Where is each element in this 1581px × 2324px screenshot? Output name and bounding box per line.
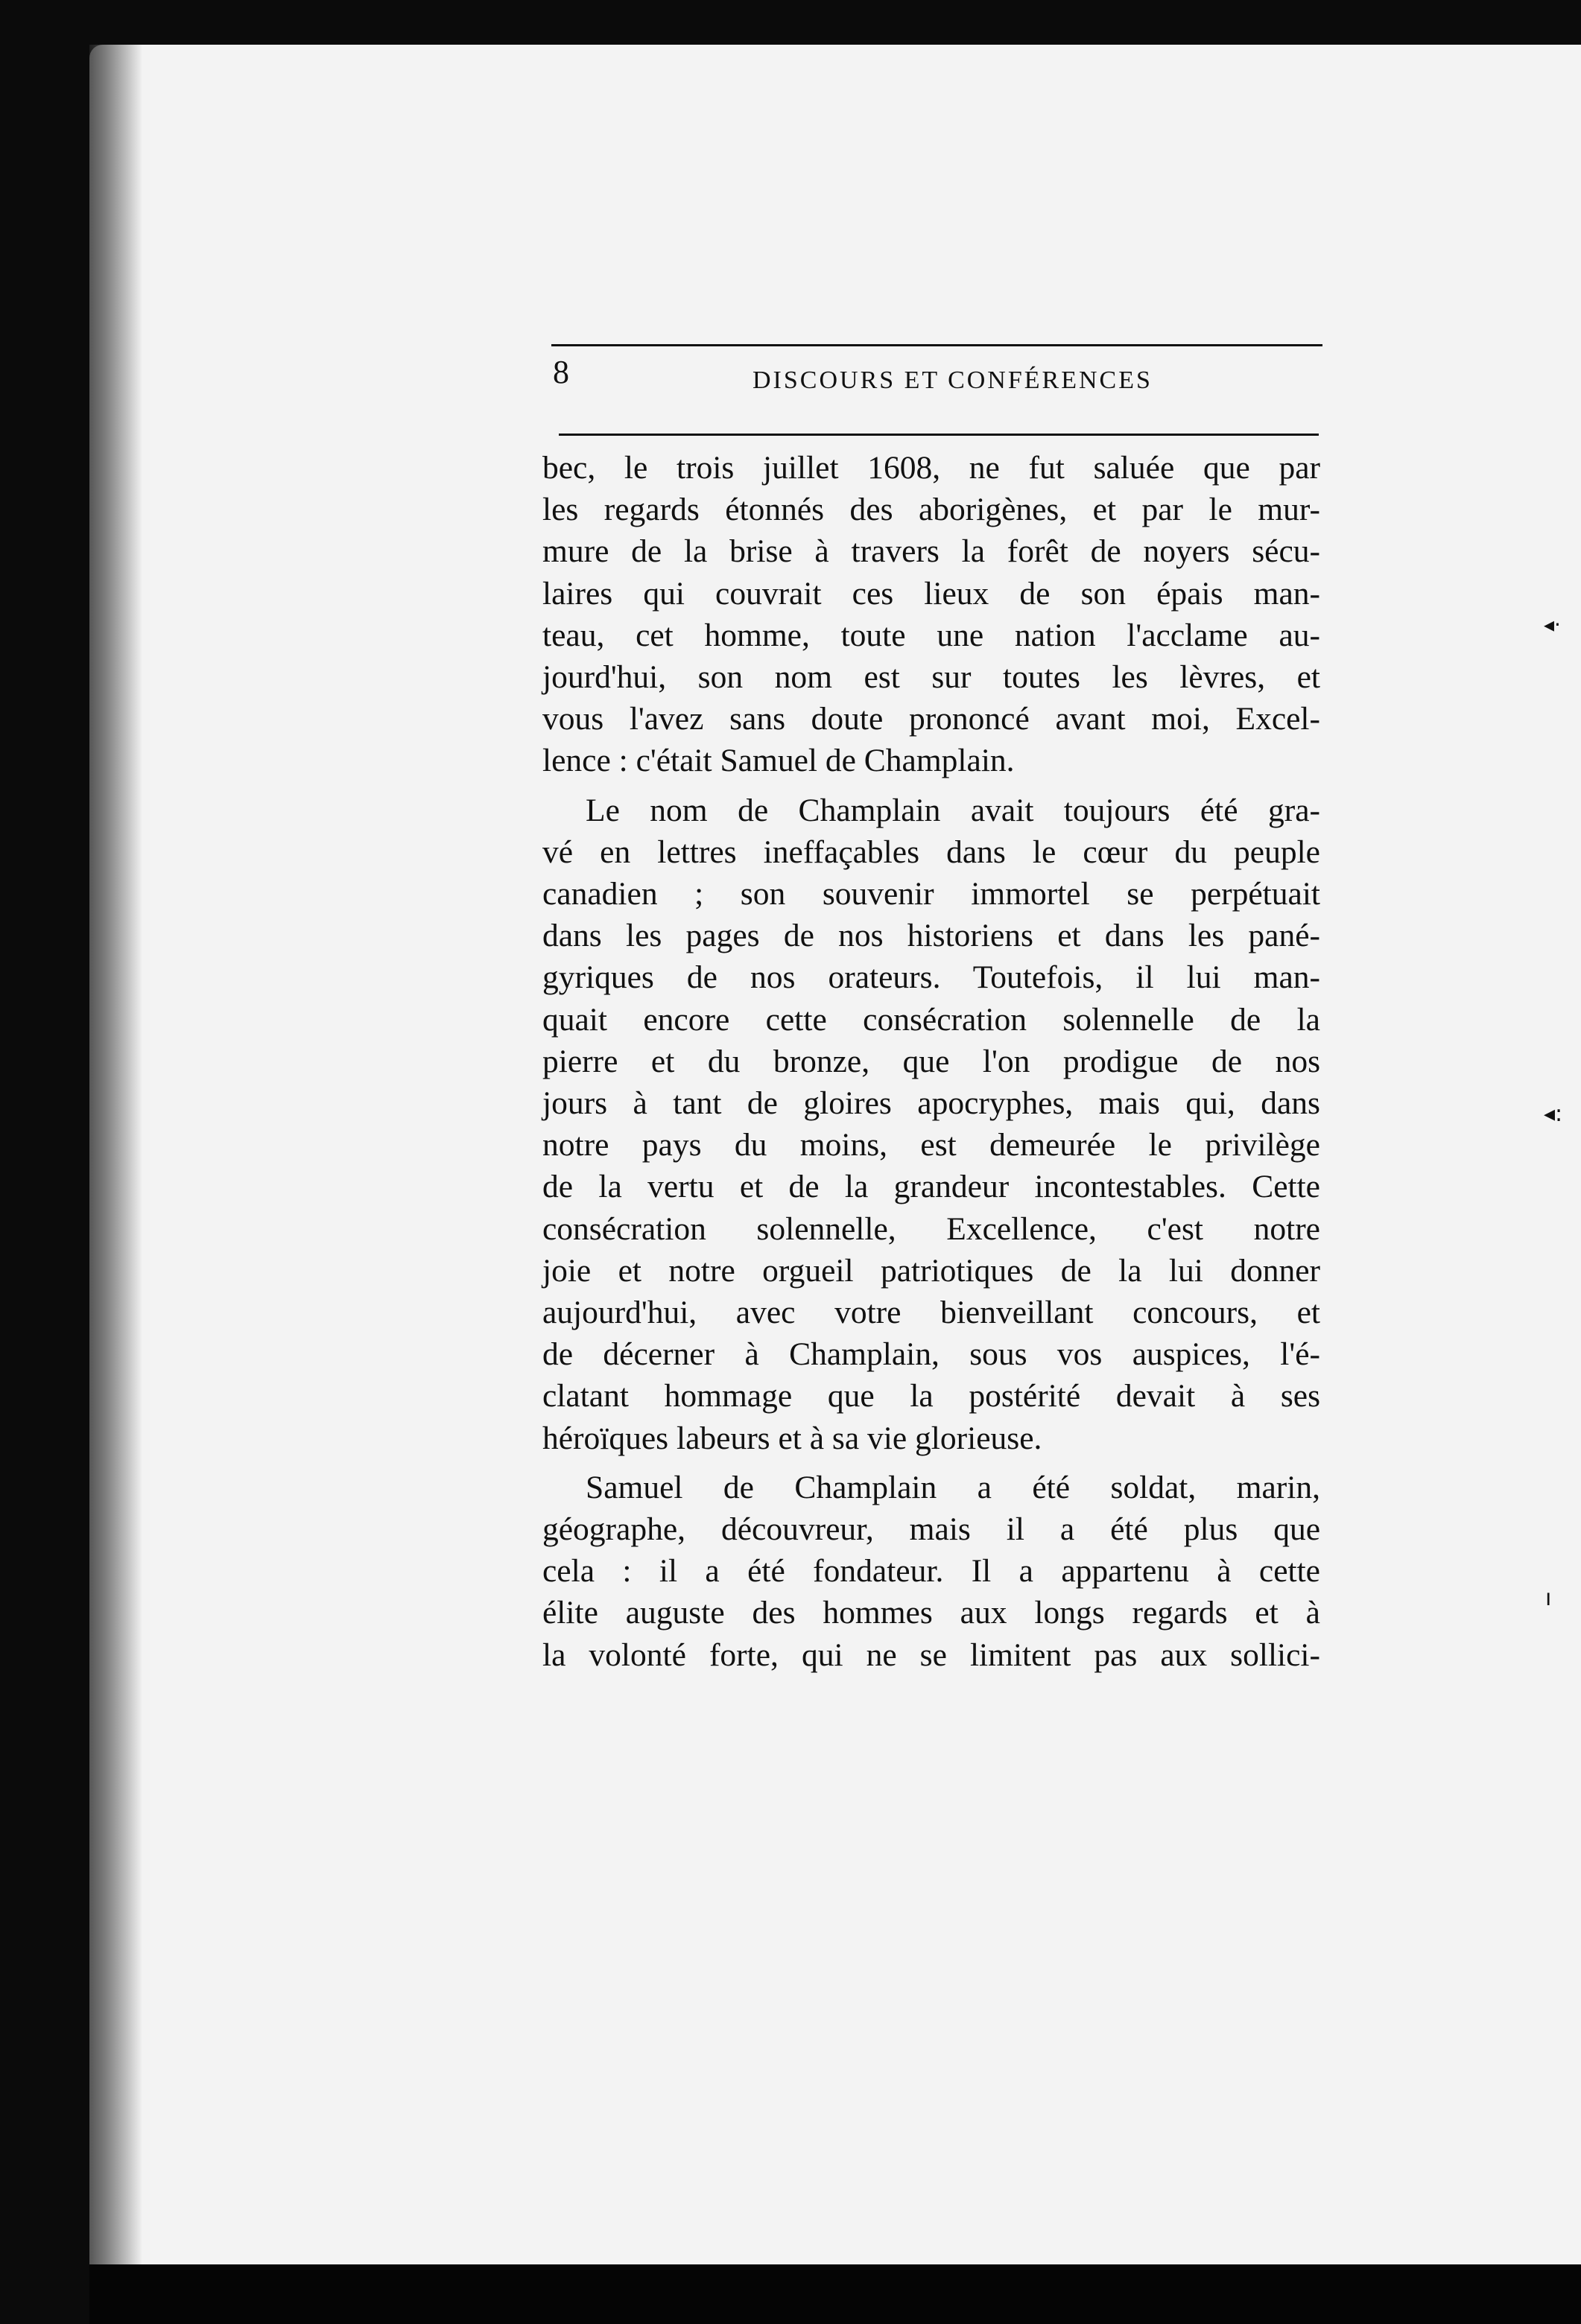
text-line: teau, cet homme, toute une nation l'acclame au- bbox=[542, 617, 1320, 653]
paragraph-3 bbox=[542, 1467, 1320, 1676]
margin-speck-mark: ◂: bbox=[1544, 1101, 1563, 1127]
text-line: mure de la brise à travers la forêt de noyers sécu- bbox=[542, 533, 1320, 570]
text-line: dans les pages de nos historiens et dans les pané- bbox=[542, 918, 1320, 954]
text-line: aujourd'hui, avec votre bienveillant concours, et bbox=[542, 1295, 1320, 1331]
running-head: DISCOURS ET CONFÉRENCES bbox=[753, 366, 1153, 394]
text-line: laires qui couvrait ces lieux de son épais man- bbox=[542, 575, 1320, 612]
text-line: quait encore cette consécration solennelle de la bbox=[542, 1001, 1320, 1038]
text-line: héroïques labeurs et à sa vie glorieuse. bbox=[542, 1420, 1042, 1456]
text-line: joie et notre orgueil patriotiques de la lui donner bbox=[542, 1252, 1320, 1289]
text-line: clatant hommage que la postérité devait à ses bbox=[542, 1378, 1320, 1415]
text-line: consécration solennelle, Excellence, c'est notre bbox=[542, 1210, 1320, 1247]
text-line: géographe, découvreur, mais il a été plus que bbox=[542, 1511, 1320, 1548]
text-line: jourd'hui, son nom est sur toutes les lèvres, et bbox=[542, 659, 1320, 696]
text-line: de la vertu et de la grandeur incontestables. Cette bbox=[542, 1169, 1320, 1205]
scan-bottom-border bbox=[89, 2264, 1581, 2324]
text-line: élite auguste des hommes aux longs regards et à bbox=[542, 1595, 1320, 1631]
text-line: canadien ; son souvenir immortel se perpétuait bbox=[542, 876, 1320, 912]
text-line: les regards étonnés des aborigènes, et par le mur- bbox=[542, 492, 1320, 528]
text-line: jours à tant de gloires apocryphes, mais qui, dans bbox=[542, 1085, 1320, 1122]
text-line: cela : il a été fondateur. Il a appartenu à cette bbox=[542, 1553, 1320, 1590]
binding-gutter-shadow bbox=[89, 45, 142, 2264]
text-line: Le nom de Champlain avait toujours été gra- bbox=[586, 792, 1320, 828]
header-rule-top bbox=[551, 344, 1322, 346]
margin-speck-mark: ◂· bbox=[1544, 612, 1561, 637]
text-line: notre pays du moins, est demeurée le privilège bbox=[542, 1127, 1320, 1163]
text-line: lence : c'était Samuel de Champlain. bbox=[542, 743, 1015, 779]
text-line: vé en lettres ineffaçables dans le cœur du peuple bbox=[542, 834, 1320, 870]
text-line: la volonté forte, qui ne se limitent pas aux sollici- bbox=[542, 1636, 1320, 1673]
text-line: de décerner à Champlain, sous vos auspices, l'é- bbox=[542, 1336, 1320, 1373]
text-line: bec, le trois juillet 1608, ne fut saluée que par bbox=[542, 450, 1320, 486]
header-rule-bottom bbox=[559, 434, 1319, 436]
text-line: gyriques de nos orateurs. Toutefois, il lui man- bbox=[542, 959, 1320, 996]
text-line: Samuel de Champlain a été soldat, marin, bbox=[586, 1469, 1320, 1505]
margin-speck-mark: ı bbox=[1545, 1585, 1552, 1611]
page-number: 8 bbox=[553, 354, 569, 390]
body-text bbox=[542, 447, 1320, 1676]
text-line: vous l'avez sans doute prononcé avant moi, Excel- bbox=[542, 701, 1320, 737]
paragraph-2 bbox=[542, 790, 1320, 1459]
text-line: pierre et du bronze, que l'on prodigue de nos bbox=[542, 1043, 1320, 1079]
paragraph-1 bbox=[542, 447, 1320, 782]
